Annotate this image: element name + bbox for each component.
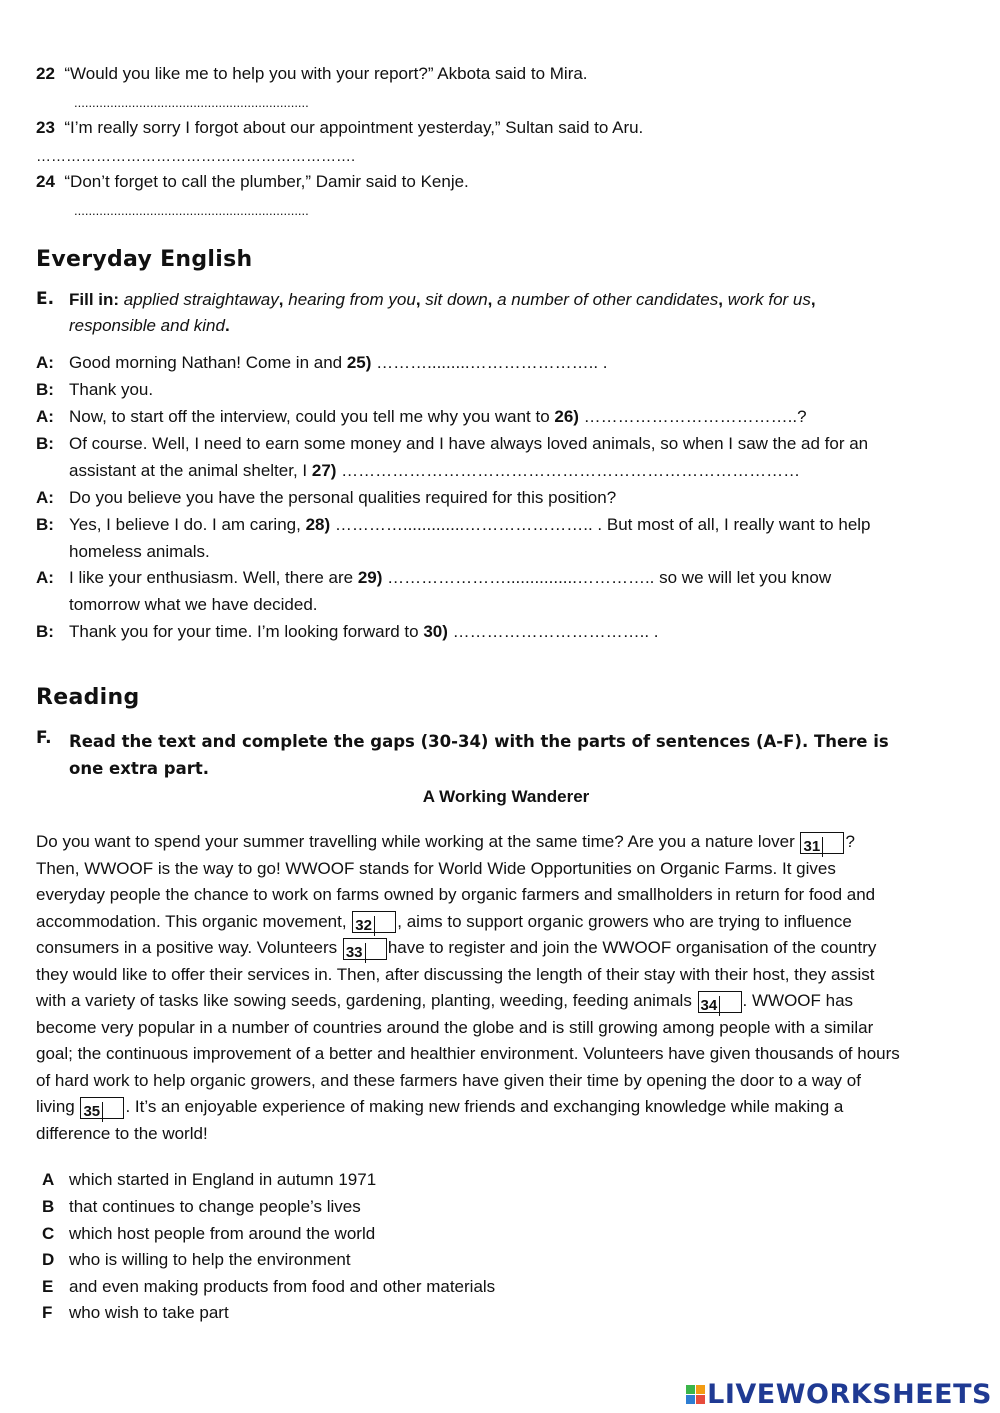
dialogue-text: assistant at the animal shelter, I bbox=[69, 461, 312, 480]
gap-box-32[interactable] bbox=[352, 911, 396, 933]
text-line: of hard work to help organic growers, and these farmers have given their time by opening the door to a way of bbox=[36, 1070, 861, 1090]
option-phrase: responsible and kind bbox=[69, 316, 225, 335]
speaker-b: B: bbox=[36, 380, 54, 399]
answer-gap-25[interactable]: ……….........………………….. . bbox=[371, 353, 608, 372]
fill-in-instruction bbox=[69, 289, 816, 311]
text-span: with a variety of tasks like sowing seeds, gardening, planting, weeding, feeding animals bbox=[36, 991, 697, 1010]
option-letter: D bbox=[42, 1250, 55, 1269]
gap-number: 29) bbox=[357, 568, 383, 587]
option-phrase: work for us bbox=[727, 290, 811, 309]
option-text: which started in England in autumn 1971 bbox=[69, 1170, 377, 1189]
text-span: . It’s an enjoyable experience of making new friends and exchanging knowledge while making a bbox=[125, 1097, 844, 1116]
logo-text: LIVEWORKSHEETS bbox=[707, 1378, 992, 1410]
gap-number: 26) bbox=[554, 407, 579, 426]
dialogue-text: I like your enthusiasm. Well, there are bbox=[69, 568, 358, 587]
dialogue-line bbox=[69, 407, 807, 427]
dialogue-line bbox=[69, 568, 831, 588]
option-text: who wish to take part bbox=[69, 1303, 229, 1322]
item-text: “Don’t forget to call the plumber,” Damir said to Kenje. bbox=[64, 172, 469, 191]
text-line: become very popular in a number of countries around the globe and is still growing among people with a similar bbox=[36, 1017, 874, 1037]
option-letter: C bbox=[42, 1224, 55, 1243]
gap-number: 35 bbox=[81, 1102, 103, 1122]
fill-in-instruction-cont bbox=[69, 315, 230, 337]
text-line: everyday people the chance to work on farms owned by organic farmers and smallholders in return for food and bbox=[36, 885, 876, 904]
speaker-b: B: bbox=[36, 434, 54, 453]
gap-number: 34 bbox=[699, 996, 721, 1016]
separator: , bbox=[487, 290, 493, 309]
instruction-text: Read the text and complete the gaps (30-34) with the parts of sentences (A-F). There is bbox=[69, 732, 889, 751]
end-mark: . bbox=[224, 316, 230, 335]
text-span: . WWOOF has bbox=[742, 991, 854, 1010]
speaker-a: A: bbox=[36, 353, 54, 372]
text-span: ? bbox=[845, 832, 855, 851]
option-text: that continues to change people’s lives bbox=[69, 1197, 361, 1216]
text-line: Then, WWOOF is the way to go! WWOOF stands for World Wide Opportunities on Organic Farms. It gives bbox=[36, 858, 836, 878]
dialogue-text: Now, to start off the interview, could you tell me why you want to bbox=[69, 407, 555, 426]
text-span: living bbox=[36, 1097, 80, 1116]
gap-number: 28) bbox=[305, 515, 331, 534]
option-phrase: a number of other candidates bbox=[497, 290, 719, 309]
gap-number: 30) bbox=[423, 622, 448, 641]
item-23 bbox=[36, 117, 643, 139]
gap-number: 32 bbox=[353, 916, 375, 936]
answer-gap-28[interactable]: ………….............………………….. . But most of all, I really want to help bbox=[330, 515, 871, 534]
speaker-b: B: bbox=[36, 515, 54, 534]
separator: , bbox=[718, 290, 724, 309]
dialogue-line: Thank you. bbox=[69, 380, 154, 399]
dialogue-line bbox=[69, 515, 871, 535]
dialogue-line: homeless animals. bbox=[69, 542, 210, 561]
answer-gap-29[interactable]: …………………...............………….. so we will let you know bbox=[382, 568, 832, 587]
gap-number: 31 bbox=[801, 837, 823, 857]
option-letter: A bbox=[42, 1170, 55, 1189]
option-letter: F bbox=[42, 1303, 53, 1322]
dialogue-line bbox=[69, 353, 608, 373]
option-phrase: hearing from you bbox=[288, 290, 416, 309]
answer-line-23[interactable]: ………………………………………………………. bbox=[36, 148, 356, 165]
option-phrase: sit down bbox=[425, 290, 488, 309]
dialogue-text: Thank you for your time. I’m looking forward to bbox=[69, 622, 424, 641]
text-span: consumers in a positive way. Volunteers bbox=[36, 938, 342, 957]
text-span: accommodation. This organic movement, bbox=[36, 911, 352, 931]
option-phrase: applied straightaway bbox=[123, 290, 279, 309]
reading-paragraph bbox=[36, 829, 981, 1147]
task-letter-e: E. bbox=[36, 289, 55, 309]
dialogue-line: Of course. Well, I need to earn some money and I have always loved animals, so when I saw the ad for an bbox=[69, 434, 869, 453]
gap-box-34[interactable] bbox=[698, 991, 742, 1013]
liveworksheets-logo[interactable] bbox=[686, 1379, 992, 1409]
option-letter: B bbox=[42, 1197, 55, 1216]
gap-number: 33 bbox=[344, 943, 366, 963]
everyday-english-heading: Everyday English bbox=[36, 247, 253, 272]
gap-box-35[interactable] bbox=[80, 1097, 124, 1119]
item-number: 23 bbox=[36, 118, 55, 137]
text-line: they would like to offer their services in. Then, after discussing the length of their stay with their host, they assist bbox=[36, 964, 875, 984]
text-span: have to register and join the WWOOF organisation of the country bbox=[387, 938, 877, 957]
answer-gap-26[interactable]: ………………………………..? bbox=[578, 407, 807, 426]
task-letter-f: F. bbox=[36, 728, 52, 748]
separator: , bbox=[415, 290, 421, 309]
dialogue-text: Good morning Nathan! Come in and bbox=[69, 353, 347, 372]
gap-number: 25) bbox=[346, 353, 372, 372]
item-22 bbox=[36, 63, 588, 85]
item-text: “I’m really sorry I forgot about our appointment yesterday,” Sultan said to Aru. bbox=[64, 118, 644, 137]
item-24 bbox=[36, 171, 469, 193]
reading-heading: Reading bbox=[36, 685, 140, 710]
answer-gap-27[interactable]: ……………………………………………………………………… bbox=[336, 461, 801, 480]
speaker-b: B: bbox=[36, 622, 54, 641]
dialogue-line bbox=[69, 622, 659, 642]
gap-box-31[interactable] bbox=[800, 832, 844, 854]
text-line: goal; the continuous improvement of a better and healthier environment. Volunteers have given thousands of hours bbox=[36, 1044, 900, 1063]
instruction-text: one extra part. bbox=[69, 759, 209, 778]
separator: , bbox=[810, 290, 816, 309]
instruction-label: Fill in: bbox=[69, 290, 120, 309]
text-span: Do you want to spend your summer travelling while working at the same time? Are you a nature lover bbox=[36, 832, 800, 851]
option-text: and even making products from food and other materials bbox=[69, 1277, 496, 1296]
answer-line-22[interactable]: ................................................................. bbox=[74, 95, 309, 110]
answer-line-24[interactable]: ................................................................. bbox=[74, 203, 309, 218]
dialogue-line bbox=[69, 461, 800, 481]
item-text: “Would you like me to help you with your report?” Akbota said to Mira. bbox=[64, 64, 588, 83]
option-text: which host people from around the world bbox=[69, 1224, 376, 1243]
dialogue-line: tomorrow what we have decided. bbox=[69, 595, 318, 614]
text-line: difference to the world! bbox=[36, 1123, 208, 1143]
answer-gap-30[interactable]: …………………………….. . bbox=[447, 622, 659, 641]
separator: , bbox=[278, 290, 284, 309]
speaker-a: A: bbox=[36, 407, 54, 426]
gap-box-33[interactable] bbox=[343, 938, 387, 960]
item-number: 22 bbox=[36, 64, 55, 83]
item-number: 24 bbox=[36, 172, 55, 191]
text-span: , aims to support organic growers who are trying to influence bbox=[397, 911, 852, 931]
logo-blocks-icon bbox=[686, 1385, 705, 1404]
reading-instruction bbox=[69, 728, 889, 782]
gap-number: 27) bbox=[311, 461, 337, 480]
speaker-a: A: bbox=[36, 568, 54, 587]
option-letter: E bbox=[42, 1277, 54, 1296]
dialogue-text: Yes, I believe I do. I am caring, bbox=[69, 515, 306, 534]
reading-title: A Working Wanderer bbox=[422, 787, 590, 806]
speaker-a: A: bbox=[36, 488, 54, 507]
option-text: who is willing to help the environment bbox=[69, 1250, 351, 1269]
dialogue-line: Do you believe you have the personal qualities required for this position? bbox=[69, 488, 617, 507]
